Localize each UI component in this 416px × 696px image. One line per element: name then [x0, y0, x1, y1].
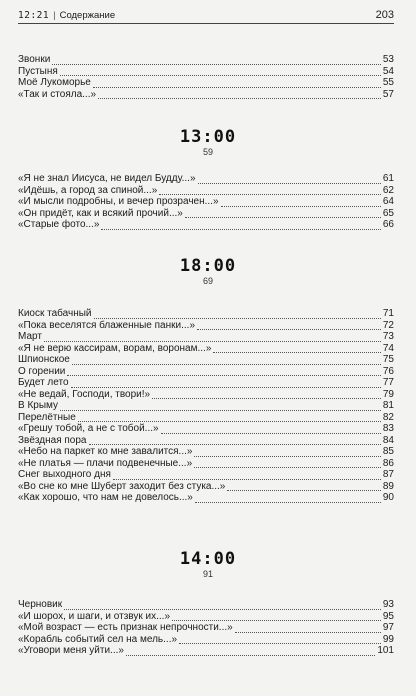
toc-entry-title: Звонки	[18, 54, 51, 65]
toc-leader-dots	[161, 426, 381, 434]
toc-entry-title: «Он придёт, как и всякий прочий...»	[18, 207, 183, 219]
toc-leader-dots	[78, 414, 381, 422]
toc-entry	[18, 54, 394, 66]
toc-entry-page: 82	[382, 411, 394, 423]
toc-entry-title: «Идёшь, а город за спиной...»	[18, 184, 158, 196]
toc-leader-dots	[179, 636, 381, 644]
toc-entry-title: «Во сне ко мне Шуберт заходит без стука...»	[18, 480, 226, 492]
toc-entry-title: «Я не знал Иисуса, не видел Будду...»	[18, 173, 196, 184]
toc-leader-dots	[94, 311, 381, 319]
page-number: 203	[375, 9, 394, 21]
toc-entry-page: 90	[382, 492, 394, 503]
toc-leader-dots	[221, 199, 381, 207]
toc-entry	[18, 173, 394, 185]
toc-entry-page: 65	[382, 207, 394, 219]
toc-entry	[18, 469, 394, 481]
toc-leader-dots	[93, 80, 381, 88]
toc-entry-title: В Крыму	[18, 400, 59, 411]
toc-entry-page: 79	[382, 388, 394, 400]
toc-entry	[18, 492, 394, 504]
toc-group-3	[18, 308, 394, 504]
toc-entry-page: 97	[382, 622, 394, 633]
section-time: 13:00	[179, 127, 237, 147]
toc-entry-page: 53	[382, 54, 394, 65]
toc-entry	[18, 343, 394, 355]
toc-entry-page: 81	[382, 400, 394, 411]
toc-entry-title: «Грешу тобой, а не с тобой...»	[18, 423, 159, 434]
toc-leader-dots	[227, 483, 381, 491]
toc-leader-dots	[197, 322, 381, 330]
header-rule	[18, 23, 394, 24]
toc-leader-dots	[98, 91, 381, 99]
section-heading-3	[0, 549, 416, 580]
toc-entry-page: 87	[382, 469, 394, 480]
toc-entry-page: 57	[382, 88, 394, 100]
toc-entry	[18, 645, 394, 657]
toc-entry	[18, 599, 394, 611]
toc-group-4	[18, 599, 394, 657]
toc-entry-page: 61	[382, 173, 394, 184]
toc-entry-title: Черновик	[18, 599, 63, 610]
toc-leader-dots	[89, 437, 381, 445]
toc-entry	[18, 423, 394, 435]
toc-entry-page: 89	[382, 480, 394, 492]
toc-entry	[18, 634, 394, 646]
toc-entry-title: «Корабль событий сел на мель...»	[18, 633, 178, 645]
toc-entry-page: 73	[382, 331, 394, 342]
toc-entry	[18, 77, 394, 89]
toc-leader-dots	[113, 472, 381, 480]
toc-entry	[18, 89, 394, 101]
toc-leader-dots	[60, 403, 381, 411]
toc-entry	[18, 366, 394, 378]
toc-leader-dots	[198, 176, 381, 184]
toc-leader-dots	[172, 613, 381, 621]
toc-entry-title: «Не платья — плачи подвенечные...»	[18, 457, 193, 469]
toc-entry-title: Пустыня	[18, 65, 58, 77]
toc-leader-dots	[213, 345, 380, 353]
toc-leader-dots	[235, 625, 381, 633]
toc-entry	[18, 196, 394, 208]
toc-entry-title: Будет лето	[18, 377, 69, 388]
toc-leader-dots	[71, 380, 381, 388]
toc-leader-dots	[194, 449, 380, 457]
toc-entry	[18, 208, 394, 220]
toc-group-2	[18, 173, 394, 231]
toc-entry	[18, 458, 394, 470]
toc-entry	[18, 185, 394, 197]
toc-entry-title: «И мысли подробны, и вечер прозрачен...»	[18, 196, 219, 207]
page-header	[18, 8, 394, 22]
toc-entry-title: «Небо на паркет ко мне завалится...»	[18, 446, 193, 457]
toc-leader-dots	[64, 602, 381, 610]
toc-entry-title: Шпионское	[18, 354, 70, 365]
toc-entry-page: 101	[377, 645, 394, 656]
toc-entry-page: 66	[382, 219, 394, 230]
toc-entry	[18, 377, 394, 389]
toc-entry-title: Киоск табачный	[18, 308, 92, 319]
toc-entry-title: «И шорох, и шаги, и отзвук их...»	[18, 610, 171, 622]
toc-entry	[18, 389, 394, 401]
toc-entry	[18, 354, 394, 366]
toc-entry-title: Март	[18, 331, 42, 342]
toc-entry-page: 83	[382, 423, 394, 434]
section-page: 69	[202, 276, 213, 286]
toc-entry-page: 76	[382, 365, 394, 377]
toc-entry	[18, 308, 394, 320]
section-page: 91	[202, 569, 213, 579]
toc-entry-title: О горении	[18, 365, 66, 377]
toc-entry-page: 85	[382, 446, 394, 457]
toc-entry-title: «Уговори меня уйти...»	[18, 645, 124, 656]
toc-entry-title: «Мой возраст — есть признак непрочности...»	[18, 622, 233, 633]
toc-entry-title: Звёздная пора	[18, 434, 87, 446]
toc-entry-page: 77	[382, 377, 394, 388]
toc-entry	[18, 611, 394, 623]
toc-leader-dots	[101, 222, 380, 230]
toc-leader-dots	[195, 495, 381, 503]
header-separator: |	[53, 9, 56, 21]
toc-entry-page: 95	[382, 610, 394, 622]
toc-entry-page: 55	[382, 77, 394, 88]
toc-entry-title: «Как хорошо, что нам не довелось...»	[18, 492, 193, 503]
section-time: 18:00	[179, 256, 237, 276]
section-heading-1	[0, 127, 416, 158]
section-page: 59	[202, 147, 213, 157]
toc-entry-page: 72	[382, 319, 394, 331]
toc-entry-title: «Пока веселятся блаженные панки...»	[18, 319, 196, 331]
toc-leader-dots	[52, 57, 381, 65]
toc-entry-page: 75	[382, 354, 394, 365]
toc-leader-dots	[194, 460, 381, 468]
toc-entry-page: 93	[382, 599, 394, 610]
toc-entry-page: 71	[382, 308, 394, 319]
toc-leader-dots	[67, 368, 381, 376]
section-heading-2	[0, 256, 416, 287]
toc-entry-page: 84	[382, 434, 394, 446]
toc-leader-dots	[126, 648, 375, 656]
toc-leader-dots	[152, 391, 381, 399]
toc-entry	[18, 622, 394, 634]
toc-entry	[18, 435, 394, 447]
header-title: Содержание	[59, 9, 116, 21]
toc-leader-dots	[60, 68, 381, 76]
toc-entry-page: 62	[382, 184, 394, 196]
toc-leader-dots	[159, 187, 381, 195]
toc-entry-title: Моё Лукоморье	[18, 77, 91, 88]
toc-entry-title: «Так и стояла...»	[18, 88, 97, 100]
toc-entry	[18, 481, 394, 493]
toc-leader-dots	[185, 210, 381, 218]
toc-entry-title: «Я не верю кассирам, ворам, воронам...»	[18, 342, 212, 354]
toc-group-1	[18, 54, 394, 100]
toc-entry-title: «Не ведай, Господи, твори!»	[18, 388, 151, 400]
toc-entry-title: «Старые фото...»	[18, 219, 100, 230]
toc-entry-title: Перелётные	[18, 411, 76, 423]
section-time: 14:00	[179, 549, 237, 569]
toc-leader-dots	[44, 334, 381, 342]
toc-leader-dots	[72, 357, 381, 365]
toc-entry-title: Снег выходного дня	[18, 469, 111, 480]
header-clock: 12:21	[18, 9, 50, 21]
toc-entry	[18, 331, 394, 343]
toc-entry-page: 86	[382, 457, 394, 469]
toc-entry-page: 64	[382, 196, 394, 207]
toc-entry-page: 74	[382, 342, 394, 354]
toc-entry	[18, 412, 394, 424]
toc-entry-page: 99	[382, 633, 394, 645]
toc-entry	[18, 320, 394, 332]
toc-entry	[18, 66, 394, 78]
toc-entry	[18, 400, 394, 412]
toc-entry	[18, 219, 394, 231]
toc-entry	[18, 446, 394, 458]
toc-entry-page: 54	[382, 65, 394, 77]
